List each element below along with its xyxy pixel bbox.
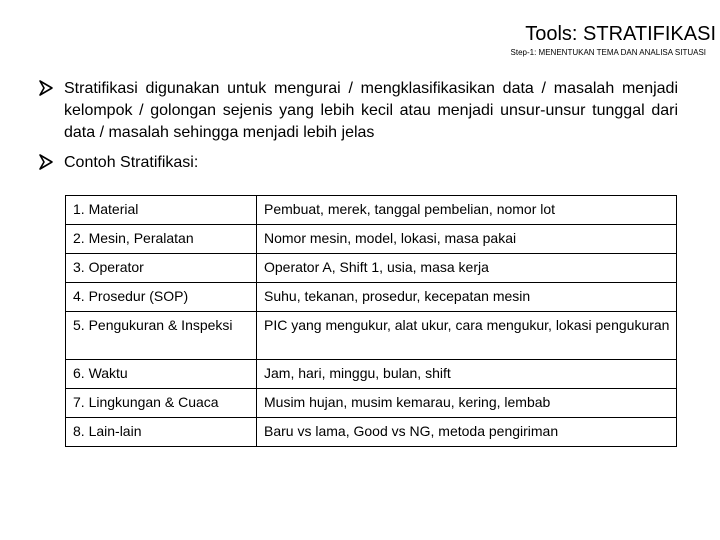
category-cell: 2. Mesin, Peralatan xyxy=(66,225,257,254)
category-cell: 8. Lain-lain xyxy=(66,418,257,447)
table-row xyxy=(66,312,677,360)
table-row xyxy=(66,418,677,447)
description-cell: Nomor mesin, model, lokasi, masa pakai xyxy=(257,225,677,254)
category-cell: 5. Pengukuran & Inspeksi xyxy=(66,312,257,360)
description-cell: Pembuat, merek, tanggal pembelian, nomor lot xyxy=(257,196,677,225)
table-row xyxy=(66,389,677,418)
description-cell: Musim hujan, musim kemarau, kering, lembab xyxy=(257,389,677,418)
category-cell: 4. Prosedur (SOP) xyxy=(66,283,257,312)
stratification-table xyxy=(65,195,677,447)
description-cell: Operator A, Shift 1, usia, masa kerja xyxy=(257,254,677,283)
arrow-bullet-icon xyxy=(38,153,54,171)
arrow-bullet-icon xyxy=(38,79,54,97)
table-row xyxy=(66,283,677,312)
table-row xyxy=(66,360,677,389)
description-cell: Suhu, tekanan, prosedur, kecepatan mesin xyxy=(257,283,677,312)
category-cell: 3. Operator xyxy=(66,254,257,283)
bullet-definition xyxy=(38,78,678,144)
table-row xyxy=(66,196,677,225)
category-cell: 6. Waktu xyxy=(66,360,257,389)
bullet-definition-text: Stratifikasi digunakan untuk mengurai / mengklasifikasikan data / masalah menjadi kelompok / golongan sejenis yang lebih kecil atau menjadi unsur-unsur tunggal dari data / masalah sehingga menjadi lebih jelas xyxy=(64,80,678,141)
description-cell: Baru vs lama, Good vs NG, metoda pengiriman xyxy=(257,418,677,447)
page-title: Tools: STRATIFIKASI xyxy=(525,23,716,45)
bullet-examples-text: Contoh Stratifikasi: xyxy=(64,154,199,171)
table-row xyxy=(66,225,677,254)
category-cell: 1. Material xyxy=(66,196,257,225)
description-cell: Jam, hari, minggu, bulan, shift xyxy=(257,360,677,389)
page-subtitle: Step-1: MENENTUKAN TEMA DAN ANALISA SITUASI xyxy=(510,48,706,57)
description-cell: PIC yang mengukur, alat ukur, cara mengukur, lokasi pengukuran xyxy=(257,312,677,360)
category-cell: 7. Lingkungan & Cuaca xyxy=(66,389,257,418)
bullet-examples xyxy=(38,152,678,174)
table-row xyxy=(66,254,677,283)
